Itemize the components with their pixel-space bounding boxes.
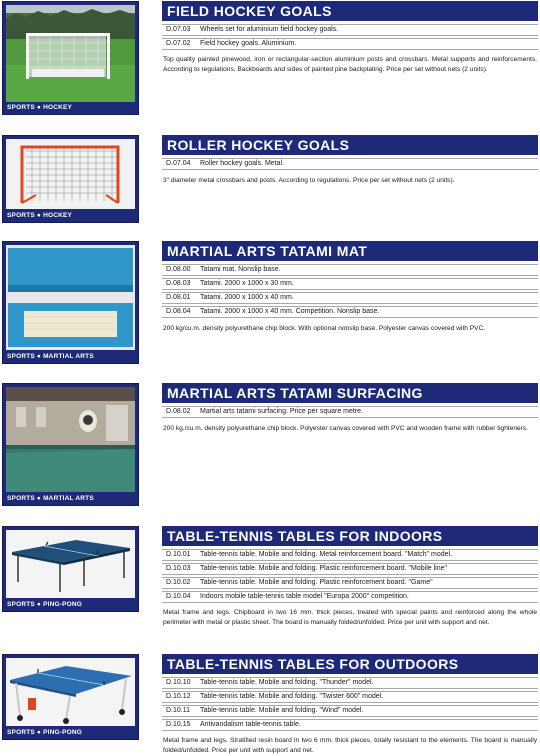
product-row	[162, 158, 538, 170]
product-desc: Table-tennis table. Mobile and folding. Plastic reinforcement board. "Mobile line"	[200, 565, 447, 572]
product-list	[162, 406, 538, 420]
product-note: 200 kg/cu.m. density polyurethane chip block. With optional nonslip base. Polyester canvas covered with PVC.	[163, 325, 486, 332]
product-desc: Table-tennis table. Mobile and folding. "Wind" model.	[200, 707, 364, 714]
category-caption: SPORTS ● MARTIAL ARTS	[7, 353, 94, 360]
product-code: D.10.04	[166, 593, 191, 600]
tatami-mat-photo	[6, 245, 135, 350]
product-code: D.07.03	[166, 26, 191, 33]
product-code: D.08.00	[166, 266, 191, 273]
thumbnail-panel	[2, 1, 139, 115]
product-code: D.10.03	[166, 565, 191, 572]
product-desc: Tatami. 2000 x 1000 x 40 mm.	[200, 294, 294, 301]
product-note: Top quality painted pinewood, iron or rectangular-section aluminium posts and crossbars. Metal supports and reinforcements. According to regulations. Backboards and sides of painted pine backplating. Price per set without nets (2 units).	[163, 56, 537, 73]
product-row	[162, 677, 538, 689]
product-note: Metal frame and legs. Stratified resin board in two 6 mm. thick pieces, totally resistant to the elements. The board is manually folded/unfolded. Price per unit with support and net.	[163, 737, 537, 754]
product-note: 200 kg./cu.m. density polyurethane chip block. Polyester canvas covered with PVC and wooden frame with rubber tighteners.	[163, 425, 529, 432]
product-row	[162, 278, 538, 290]
product-desc: Indoors mobile table-tennis table model "Europa 2000" competition.	[200, 593, 409, 600]
product-code: D.07.02	[166, 40, 191, 47]
thumbnail-panel	[2, 654, 139, 740]
thumbnail-panel	[2, 135, 139, 223]
product-row	[162, 577, 538, 589]
product-code: D.10.10	[166, 679, 191, 686]
category-caption: SPORTS ● PING-PONG	[7, 729, 83, 736]
product-row	[162, 591, 538, 603]
thumbnail-panel	[2, 526, 139, 612]
product-desc: Table-tennis table. Mobile and folding. Plastic reinforcement board. "Game"	[200, 579, 433, 586]
product-code: D.08.01	[166, 294, 191, 301]
product-desc: Tatami mat. Nonslip base.	[200, 266, 281, 273]
product-code: D.10.15	[166, 721, 191, 728]
section-title: FIELD HOCKEY GOALS	[162, 1, 538, 21]
tatami-surfacing-photo	[6, 387, 135, 492]
category-caption: SPORTS ● MARTIAL ARTS	[7, 495, 94, 502]
product-desc: Roller hockey goals. Metal.	[200, 160, 285, 167]
product-list	[162, 549, 538, 605]
product-desc: Table-tennis table. Mobile and folding. "Thunder" model.	[200, 679, 374, 686]
product-code: D.10.01	[166, 551, 191, 558]
product-desc: Wheels set for aluminium field hockey goals.	[200, 26, 339, 33]
product-code: D.08.03	[166, 280, 191, 287]
thumbnail-panel	[2, 383, 139, 506]
roller-hockey-goal-photo	[6, 139, 135, 209]
product-desc: Table-tennis table. Mobile and folding. Metal reinforcement board. "Match" model.	[200, 551, 453, 558]
product-row	[162, 292, 538, 304]
product-list	[162, 158, 538, 172]
product-note: 3" diameter metal crossbars and posts. According to regulations. Price per set without nets (2 units).	[163, 177, 455, 184]
section-title: TABLE-TENNIS TABLES FOR INDOORS	[162, 526, 538, 546]
product-row	[162, 406, 538, 418]
category-caption: SPORTS ● HOCKEY	[7, 104, 73, 111]
product-row	[162, 24, 538, 36]
product-desc: Table-tennis table. Mobile and folding. "Twister 600" model.	[200, 693, 384, 700]
section-title: ROLLER HOCKEY GOALS	[162, 135, 538, 155]
product-row	[162, 264, 538, 276]
product-row	[162, 691, 538, 703]
outdoor-table-tennis-photo	[6, 658, 135, 726]
product-list	[162, 677, 538, 733]
product-code: D.10.02	[166, 579, 191, 586]
section-title: MARTIAL ARTS TATAMI MAT	[162, 241, 538, 261]
product-row	[162, 549, 538, 561]
product-row	[162, 719, 538, 731]
product-note: Metal frame and legs. Chipboard in two 16 mm. thick pieces, treated with special paints and reinforced along the whole perimeter with metal or plastic sheet. The board is manually folded/unfolded. Price per unit with support and net.	[163, 609, 537, 626]
product-desc: Field hockey goals. Aluminium.	[200, 40, 297, 47]
category-caption: SPORTS ● PING-PONG	[7, 601, 83, 608]
product-row	[162, 705, 538, 717]
product-row	[162, 306, 538, 318]
product-code: D.07.04	[166, 160, 191, 167]
product-row	[162, 563, 538, 575]
product-desc: Tatami. 2000 x 1000 x 40 mm. Competition. Nonslip base.	[200, 308, 380, 315]
section-title: MARTIAL ARTS TATAMI SURFACING	[162, 383, 538, 403]
product-code: D.08.04	[166, 308, 191, 315]
category-caption: SPORTS ● HOCKEY	[7, 212, 73, 219]
product-code: D.08.02	[166, 408, 191, 415]
thumbnail-panel	[2, 241, 139, 364]
indoor-table-tennis-photo	[6, 530, 135, 598]
product-code: D.10.11	[166, 707, 190, 714]
field-hockey-goal-photo	[6, 5, 135, 102]
product-list	[162, 264, 538, 320]
product-code: D.10.12	[166, 693, 191, 700]
product-desc: Martial arts tatami surfacing. Price per square metre.	[200, 408, 364, 415]
section-title: TABLE-TENNIS TABLES FOR OUTDOORS	[162, 654, 538, 674]
product-row	[162, 38, 538, 50]
product-desc: Tatami. 2000 x 1000 x 30 mm.	[200, 280, 294, 287]
product-list	[162, 24, 538, 52]
product-desc: Antivandalism table-tennis table.	[200, 721, 301, 728]
